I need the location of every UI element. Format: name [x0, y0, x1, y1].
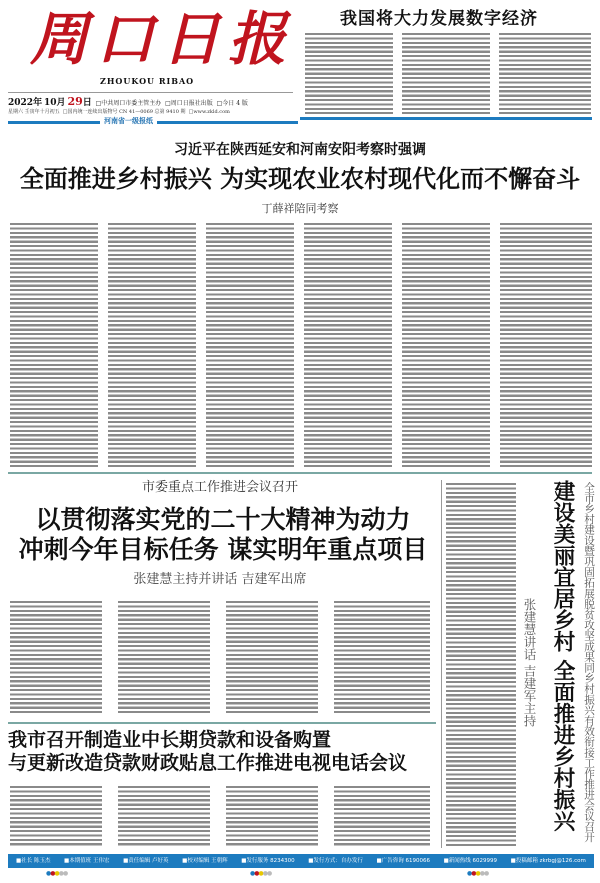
story2-kicker: 市委重点工作推进会议召开: [141, 480, 298, 495]
footer-bar: [8, 854, 594, 868]
footer-item: ■责任编辑 卢好英: [123, 858, 169, 864]
month-label: 月: [56, 98, 66, 108]
article-body: [334, 600, 430, 715]
story3-headline-line2: 与更新改造贷款财政贴息工作推进电视电话会议: [8, 752, 408, 774]
cn-number: □国内统一连续出版物号 CN 41—0069 总第 9410 期: [62, 109, 186, 115]
article-body: [305, 32, 393, 114]
footer-item: ■发行服务 8234300: [241, 858, 295, 864]
footer-item: ■本期值班 王伟宏: [64, 858, 110, 864]
article-body: [499, 32, 591, 114]
dateline-2: [8, 109, 230, 115]
color-registration-icon: ●●●●●: [467, 870, 489, 877]
article-body: [10, 222, 98, 467]
website: □www.zkld.com: [188, 109, 230, 115]
article-body: [10, 600, 102, 715]
story2-headline-line2: 冲刺今年目标任务 谋实明年重点项目: [18, 535, 428, 564]
article-body: [402, 222, 490, 467]
article-body: [108, 222, 196, 467]
press: □周口日报社出版: [165, 100, 213, 107]
footer-item: ■社长 陈玉杰: [16, 858, 51, 864]
story4-byline: 张建慧讲话 吉建军主持: [522, 598, 537, 727]
lead-kicker: 习近平在陕西延安和河南安阳考察时强调: [174, 142, 426, 158]
divider: [8, 92, 293, 93]
article-body: [10, 785, 102, 847]
month: 10: [44, 98, 57, 108]
divider: [441, 480, 442, 848]
day-label: 日: [82, 98, 92, 108]
masthead-logo: 周口日报: [30, 5, 295, 73]
divider: [8, 722, 436, 724]
article-body: [118, 785, 210, 847]
story4-headline[interactable]: 建设美丽宜居乡村 全面推进乡村振兴: [550, 480, 575, 832]
year-label: 年: [33, 98, 43, 108]
footer-item: ■新闻热线 6029999: [443, 858, 498, 864]
divider: [8, 472, 592, 474]
article-body: [500, 222, 592, 467]
color-registration-icon: ●●●●●: [46, 870, 68, 877]
lead-byline: 丁薛祥陪同考察: [261, 202, 339, 215]
grade-tag: 河南省一级报纸: [100, 117, 157, 126]
publisher: □中共周口市委主管主办: [95, 100, 162, 107]
article-body: [226, 600, 318, 715]
article-body: [226, 785, 318, 847]
story4-kicker: 全市乡村建设暨巩固拓展脱贫攻坚成果同乡村振兴有效衔接工作推进会议召开: [583, 482, 595, 843]
article-body: [446, 482, 516, 846]
blue-rule: [300, 117, 592, 120]
year: 2022: [8, 98, 34, 108]
top-story-headline[interactable]: 我国将大力发展数字经济: [340, 9, 538, 29]
footer-item: ■广告咨询 6190066: [376, 858, 430, 864]
article-body: [402, 32, 490, 114]
article-body: [206, 222, 294, 467]
story3-headline[interactable]: [8, 729, 438, 775]
footer-item: ■校对编辑 王朝辉: [182, 858, 228, 864]
page-count: □今日 4 版: [216, 100, 248, 107]
footer-item: ■投稿邮箱 zkrbgj@126.com: [510, 858, 586, 864]
day: 29: [67, 95, 83, 108]
footer-item: ■发行方式：自办发行: [308, 858, 363, 864]
article-body: [334, 785, 430, 847]
article-body: [118, 600, 210, 715]
article-body: [304, 222, 392, 467]
color-registration-icon: ●●●●●: [250, 870, 272, 877]
story2-headline-line1: 以贯彻落实党的二十大精神为动力: [35, 505, 411, 534]
dateline: [8, 96, 248, 109]
story2-byline: 张建慧主持并讲话 吉建军出席: [133, 572, 307, 587]
story2-headline[interactable]: [8, 505, 438, 565]
story3-headline-line1: 我市召开制造业中长期贷款和设备购置: [8, 729, 332, 751]
masthead-pinyin: ZHOUKOU RIBAO: [100, 76, 195, 86]
lead-headline[interactable]: 全面推进乡村振兴 为实现农业农村现代化而不懈奋斗: [19, 165, 581, 193]
weekday-lunar: 星期六 壬寅年十月初五: [8, 109, 60, 115]
